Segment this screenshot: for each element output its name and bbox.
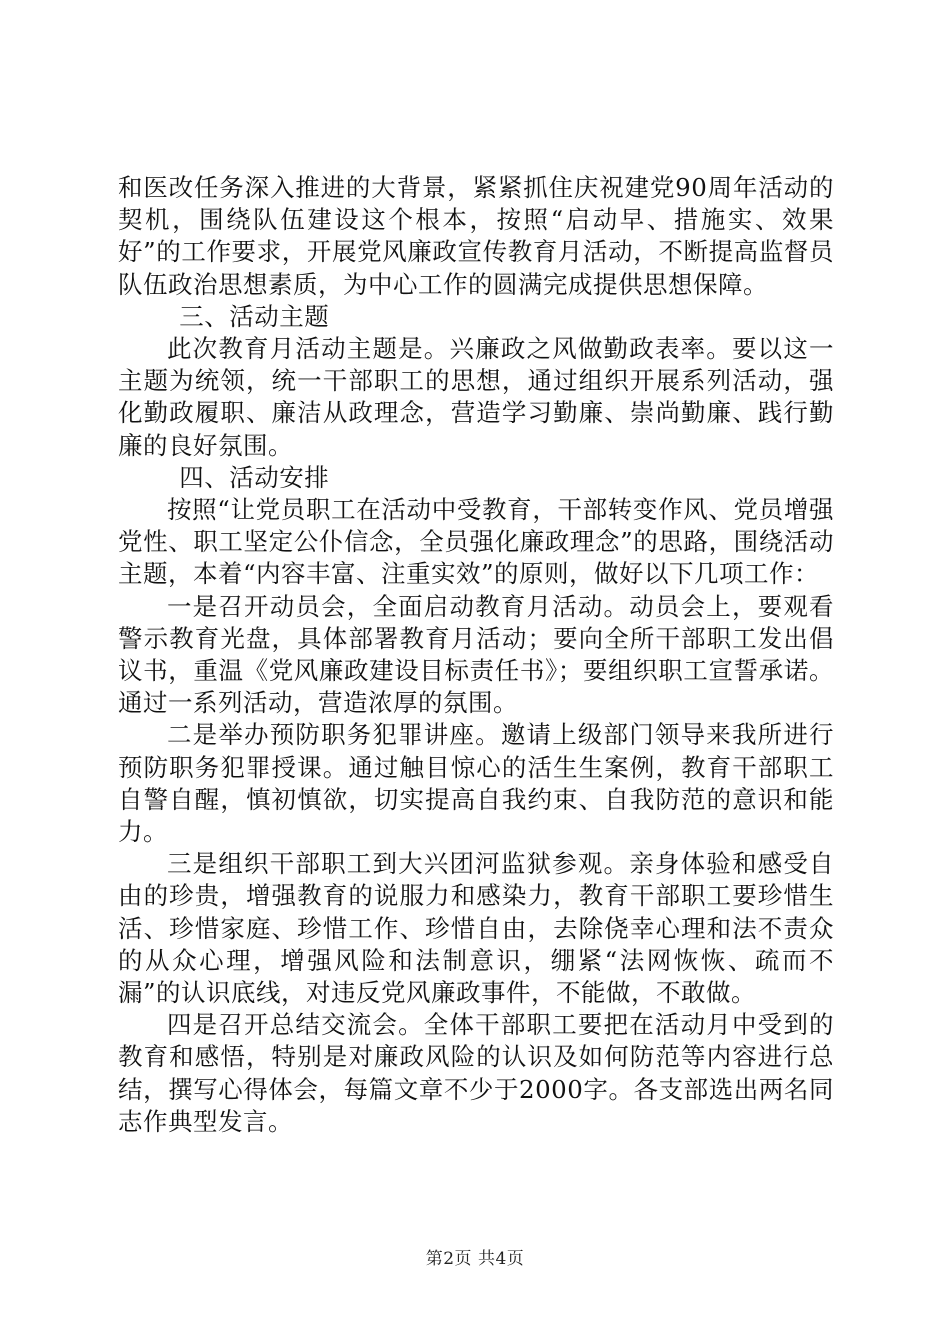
paragraph-item-four: 四是召开总结交流会。全体干部职工要把在活动月中受到的教育和感悟，特别是对廉政风险的认识及如何防范等内容进行总结，撰写心得体会，每篇文章不少于2000字。各支部选出两名同志作典型发言。 — [118, 1010, 834, 1136]
paragraph-intro-continuation: 和医改任务深入推进的大背景，紧紧抓住庆祝建党90周年活动的契机，围绕队伍建设这个根本，按照“启动早、措施实、效果好”的工作要求，开展党风廉政宣传教育月活动，不断提高监督员队伍政治思想素质，为中心工作的圆满完成提供思想保障。 — [118, 173, 834, 299]
page-footer: 第2页 共4页 — [425, 1249, 525, 1269]
section-heading-arrangement: 四、活动安排 — [179, 462, 330, 492]
document-body — [118, 172, 834, 1138]
section-heading-theme: 三、活动主题 — [179, 301, 330, 331]
paragraph-item-two: 二是举办预防职务犯罪讲座。邀请上级部门领导来我所进行预防职务犯罪授课。通过触目惊心的活生生案例，教育干部职工自警自醒，慎初慎欲，切实提高自我约束、自我防范的意识和能力。 — [118, 720, 834, 847]
paragraph-item-three: 三是组织干部职工到大兴团河监狱参观。亲身体验和感受自由的珍贵，增强教育的说服力和感染力，教育干部职工要珍惜生活、珍惜家庭、珍惜工作、珍惜自由，去除侥幸心理和法不责众的从众心理，增强风险和法制意识，绷紧“法网恢恢、疏而不漏”的认识底线，对违反党风廉政事件，不能做，不敢做。 — [118, 849, 834, 1008]
paragraph-arrangement-intro: 按照“让党员职工在活动中受教育，干部转变作风、党员增强党性、职工坚定公仆信念，全员强化廉政理念”的思路，围绕活动主题，本着“内容丰富、注重实效”的原则，做好以下几项工作： — [118, 495, 834, 589]
paragraph-theme: 此次教育月活动主题是。兴廉政之风做勤政表率。要以这一主题为统领，统一干部职工的思想，通过组织开展系列活动，强化勤政履职、廉洁从政理念，营造学习勤廉、崇尚勤廉、践行勤廉的良好氛围。 — [118, 334, 834, 460]
paragraph-item-one: 一是召开动员会，全面启动教育月活动。动员会上，要观看警示教育光盘，具体部署教育月活动；要向全所干部职工发出倡议书，重温《党风廉政建设目标责任书》；要组织职工宣誓承诺。通过一系列活动，营造浓厚的氛围。 — [118, 591, 834, 718]
